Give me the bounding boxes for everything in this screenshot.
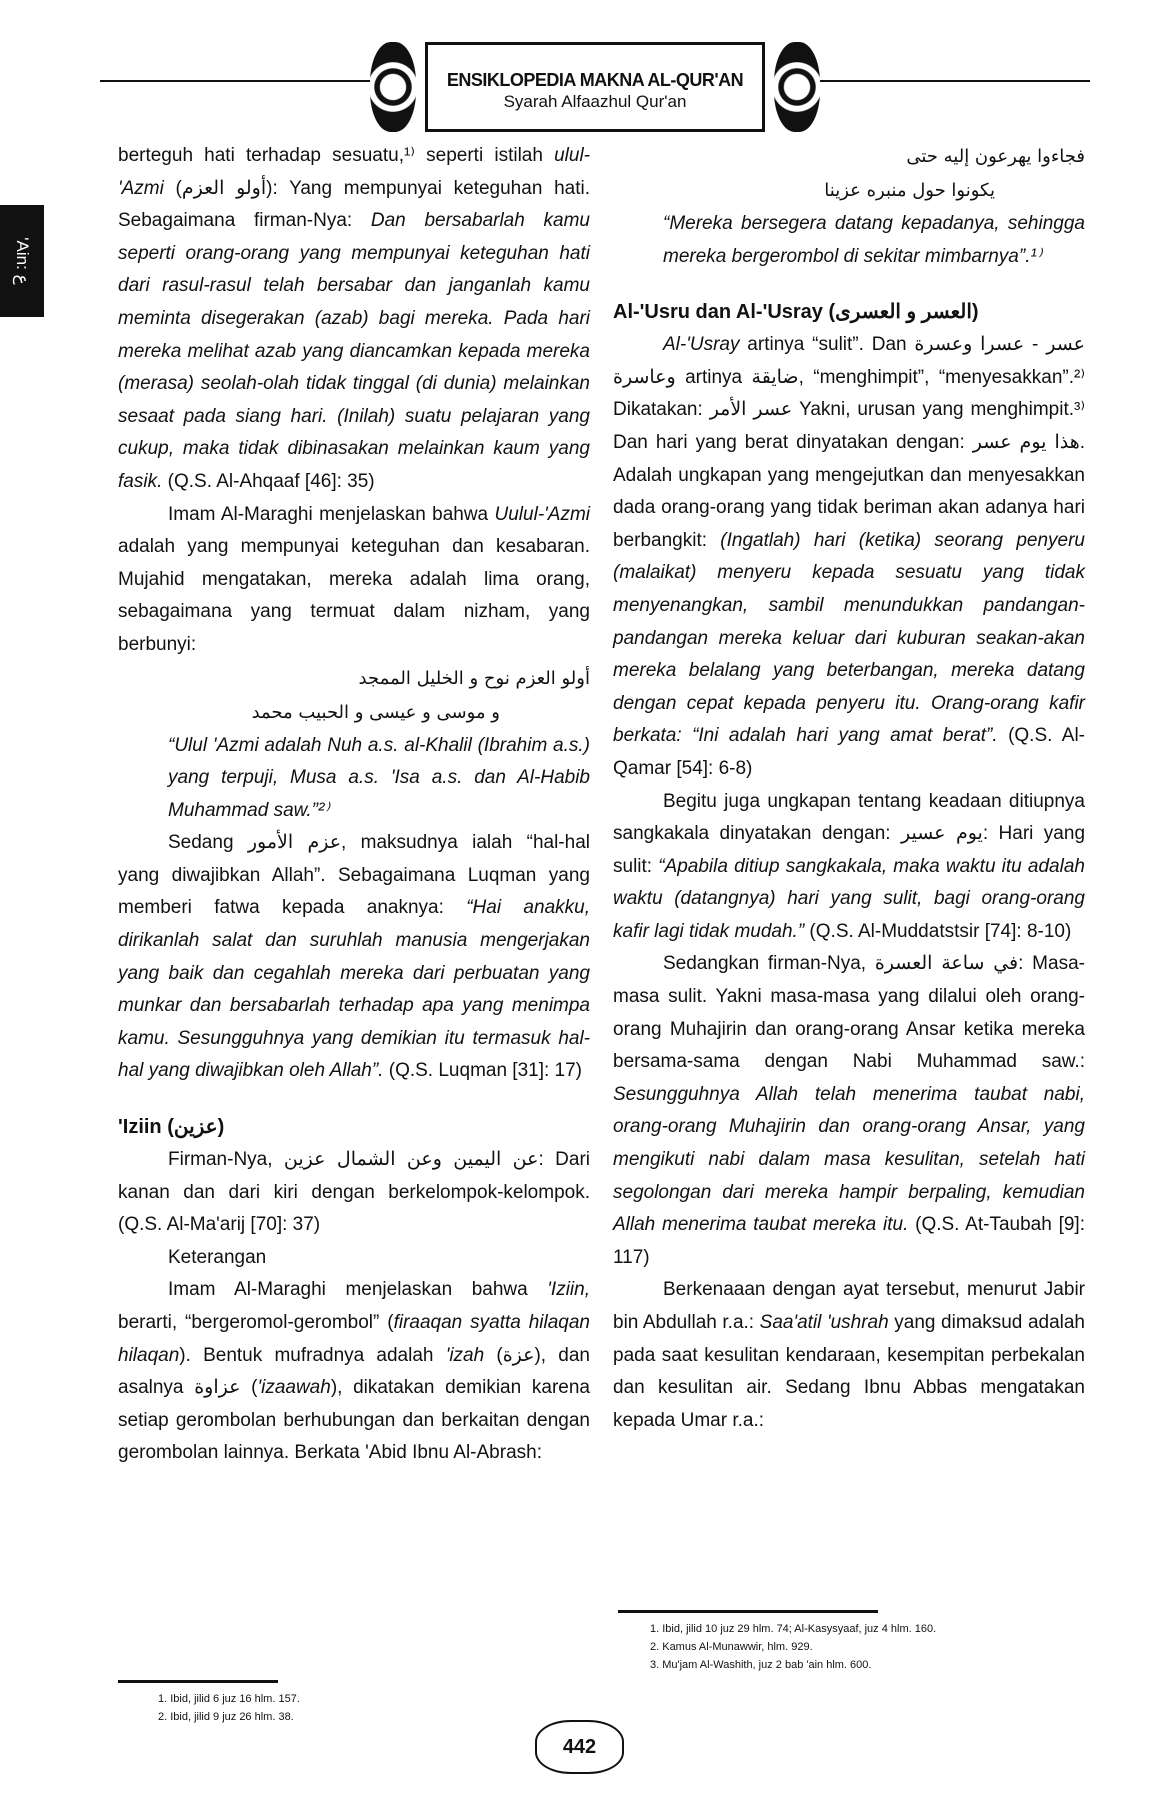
italic-text: “Hai anakku, dirikanlah salat dan suruhlah manusia mengerjakan yang baik dan cegahlah mereka dari perbuatan yang munkar dan bersabarlah terhadap apa yang menimpa kamu. Sesungguhnya yang demikian itu termasuk hal-hal yang diwajibkan oleh Allah”. bbox=[118, 897, 590, 1082]
text: (أولو العزم): Yang mempunyai keteguhan hati. Sebagaimana firman-Nya: bbox=[118, 177, 590, 232]
paragraph bbox=[118, 1242, 590, 1275]
footnote: 2. Ibid, jilid 9 juz 26 hlm. 38. bbox=[158, 1711, 294, 1723]
paragraph bbox=[118, 499, 590, 662]
italic-text: “Apabila ditiup sangkakala, maka waktu itu adalah waktu (datangnya) hari yang sulit, bagi orang-orang kafir lagi tidak mudah.” bbox=[613, 855, 1085, 942]
paragraph bbox=[613, 329, 1085, 785]
book-title: ENSIKLOPEDIA MAKNA AL-QUR'AN bbox=[446, 70, 744, 90]
italic-text: Dan bersabarlah kamu seperti orang-orang yang mempunyai keteguhan hati dari rasul-rasul telah bersabar dan janganlah kamu meminta disegerakan (azab) bagi mereka. Pada hari mereka melihat azab yang diancamkan kepada mereka (merasa) seolah-olah tidak tinggal (di dunia) melainkan sesaat pada siang hari. (Inilah) suatu pelajaran yang cukup, maka tidak dibinasakan melainkan kaum yang fasik. bbox=[118, 210, 590, 492]
italic-text: (Ingatlah) hari (ketika) seorang penyeru (malaikat) menyeru kepada sesuatu yang tidak menyenangkan, sambil menundukkan pandangan-pandangan mereka keluar dari kuburan seakan-akan mereka belalang yang beterbangan, mereka datang dengan cepat kepada penyeru itu. Orang-orang kafir berkata: “Ini adalah hari yang amat berat”. bbox=[613, 529, 1085, 747]
text: artinya “sulit”. Dan عسر - عسرا وعسرة وعاسرة artinya ضايقة, “menghimpit”, “menyesakkan”.²⁾ Dikatakan: عسر الأمر Yakni, urusan yang menghimpit.³⁾ Dan hari yang berat dinyatakan dengan: هذا يوم عسر. Adalah ungkapan yang mengejutkan dan menyesakkan dada orang-orang yang tidak beriman akan adanya hari berbangkit: bbox=[613, 334, 1085, 551]
text: Imam Al-Maraghi menjelaskan bahwa bbox=[168, 1279, 548, 1301]
arabic-verse-line: فجاءوا يهرعون إليه حتى bbox=[906, 146, 1085, 167]
paragraph bbox=[118, 1144, 590, 1242]
header-box bbox=[425, 42, 765, 132]
right-column bbox=[613, 140, 1085, 1437]
italic-text: 'izah bbox=[445, 1344, 485, 1366]
italic-text: 'Iziin, bbox=[547, 1279, 590, 1301]
paragraph bbox=[613, 786, 1085, 949]
text: (Q.S. At-Taubah [9]: 117) bbox=[613, 1214, 1085, 1268]
book-subtitle: Syarah Alfaazhul Qur'an bbox=[503, 92, 687, 111]
text: Begitu juga ungkapan tentang keadaan ditiupnya sangkakala dinyatakan dengan: يوم عسير: Hari yang sulit: bbox=[613, 790, 1086, 877]
section-heading: 'Iziin (عزين) bbox=[118, 1116, 225, 1139]
running-header bbox=[100, 20, 1090, 130]
ornament-left-icon bbox=[370, 42, 416, 132]
arabic-verse-line: يكونوا حول منبره عزينا bbox=[824, 180, 995, 201]
translation-quote bbox=[613, 208, 1085, 273]
ornament-right-icon bbox=[774, 42, 820, 132]
footnotes-left bbox=[158, 1690, 300, 1726]
text: Imam Al-Maraghi menjelaskan bahwa bbox=[168, 503, 495, 525]
italic-text: Al-'Usray bbox=[663, 334, 740, 356]
text: adalah yang mempunyai keteguhan dan kesabaran. Mujahid mengatakan, mereka adalah lima orang, sebagaimana yang termuat dalam nizham, yang berbunyi: bbox=[118, 536, 590, 655]
footnote: 2. Kamus Al-Munawwir, hlm. 929. bbox=[650, 1641, 813, 1653]
header-rule-right bbox=[790, 80, 1090, 82]
text: yang dimaksud adalah pada saat kesulitan kendaraan, kesempitan perbekalan dan kesulitan air. Sedang Ibnu Abbas mengatakan kepada Umar r.a.: bbox=[613, 1312, 1085, 1431]
section-tab-label: 'Ain: ع bbox=[13, 237, 32, 285]
paragraph bbox=[613, 1274, 1085, 1437]
translation-quote bbox=[118, 730, 590, 828]
arabic-verse-line: أولو العزم نوح و الخليل الممجد bbox=[358, 667, 590, 689]
paragraph bbox=[118, 1274, 590, 1470]
italic-text: Saa'atil 'ushrah bbox=[759, 1312, 889, 1333]
text: ), dikatakan demikian karena setiap gerombolan berhubungan dan berkaitan dengan gerombolan lainnya. Berkata 'Abid Ibnu Al-Abrash: bbox=[118, 1377, 590, 1464]
text: Sedang عزم الأمور, maksudnya ialah “hal-hal yang diwajibkan Allah”. Sebagaimana Luqman yang memberi fatwa kepada anaknya: bbox=[118, 832, 590, 919]
text: (Q.S. Al-Muddatstsir [74]: 8-10) bbox=[804, 920, 1072, 942]
italic-text: ulul-'Azmi bbox=[118, 145, 590, 199]
footnote-rule-right bbox=[618, 1610, 878, 1613]
italic-text: “Mereka bersegera datang kepadanya, sehingga mereka bergerombol di sekitar mimbarnya”.¹⁾ bbox=[663, 213, 1085, 267]
italic-text: 'izaawah bbox=[257, 1377, 331, 1399]
paragraph bbox=[118, 140, 590, 499]
text: Berkenaaan dengan ayat tersebut, menurut Jabir bin Abdullah r.a.: bbox=[613, 1279, 1085, 1333]
section-tab bbox=[0, 205, 44, 317]
italic-text: firaaqan syatta hilaqan hilaqan bbox=[118, 1312, 590, 1366]
paragraph bbox=[613, 948, 1085, 1274]
text: berarti, “bergeromol-gerombol” ( bbox=[118, 1312, 394, 1333]
text: (Q.S. Al-Qamar [54]: 6-8) bbox=[613, 725, 1086, 779]
italic-text: “Ulul 'Azmi adalah Nuh a.s. al-Khalil (Ibrahim a.s.) yang terpuji, Musa a.s. 'Isa a.s. dan Al-Habib Muhammad saw.”²⁾ bbox=[168, 734, 590, 821]
text: (Q.S. Al-Ahqaaf [46]: 35) bbox=[162, 470, 375, 492]
text: berteguh hati terhadap sesuatu,¹⁾ seperti istilah bbox=[118, 145, 555, 166]
text: Sedangkan firman-Nya, في ساعة العسرة: Masa-masa sulit. Yakni masa-masa yang dilalui oleh orang-orang Muhajirin dan orang-orang Ansar ketika mereka bersama-sama dengan Nabi Muhammad saw.: bbox=[613, 953, 1085, 1073]
footnote: 3. Mu'jam Al-Washith, juz 2 bab 'ain hlm. 600. bbox=[650, 1659, 872, 1671]
italic-text: Uulul-'Azmi bbox=[494, 503, 590, 525]
arabic-verse-line: و موسى و عيسى و الحبيب محمد bbox=[251, 701, 500, 723]
paragraph bbox=[118, 827, 590, 1088]
footnote: 1. Ibid, jilid 6 juz 16 hlm. 157. bbox=[158, 1693, 300, 1705]
section-heading: Al-'Usru dan Al-'Usray (العسر و العسرى) bbox=[613, 301, 979, 324]
text: ). Bentuk mufradnya adalah bbox=[179, 1344, 446, 1366]
left-column bbox=[118, 140, 590, 1470]
page-number: 442 bbox=[535, 1720, 624, 1774]
header-rule-left bbox=[100, 80, 400, 82]
text: Keterangan bbox=[168, 1246, 267, 1268]
text: (Q.S. Luqman [31]: 17) bbox=[383, 1060, 583, 1082]
text: (عزة), dan asalnya عزاوة ( bbox=[118, 1344, 590, 1399]
footnote: 1. Ibid, jilid 10 juz 29 hlm. 74; Al-Kasysyaaf, juz 4 hlm. 160. bbox=[650, 1623, 937, 1635]
text: Firman-Nya, عن اليمين وعن الشمال عزين: Dari kanan dan dari kiri dengan berkelompok-kelompok. (Q.S. Al-Ma'arij [70]: 37) bbox=[118, 1149, 590, 1236]
footnotes-right bbox=[650, 1620, 936, 1674]
italic-text: Sesungguhnya Allah telah menerima taubat nabi, orang-orang Muhajirin dan orang-orang Ansar, yang mengikuti nabi dalam masa kesulitan, setelah hati segolongan dari mereka hampir berpaling, kemudian Allah menerima taubat mereka itu. bbox=[613, 1083, 1085, 1236]
footnote-rule-left bbox=[118, 1680, 278, 1683]
